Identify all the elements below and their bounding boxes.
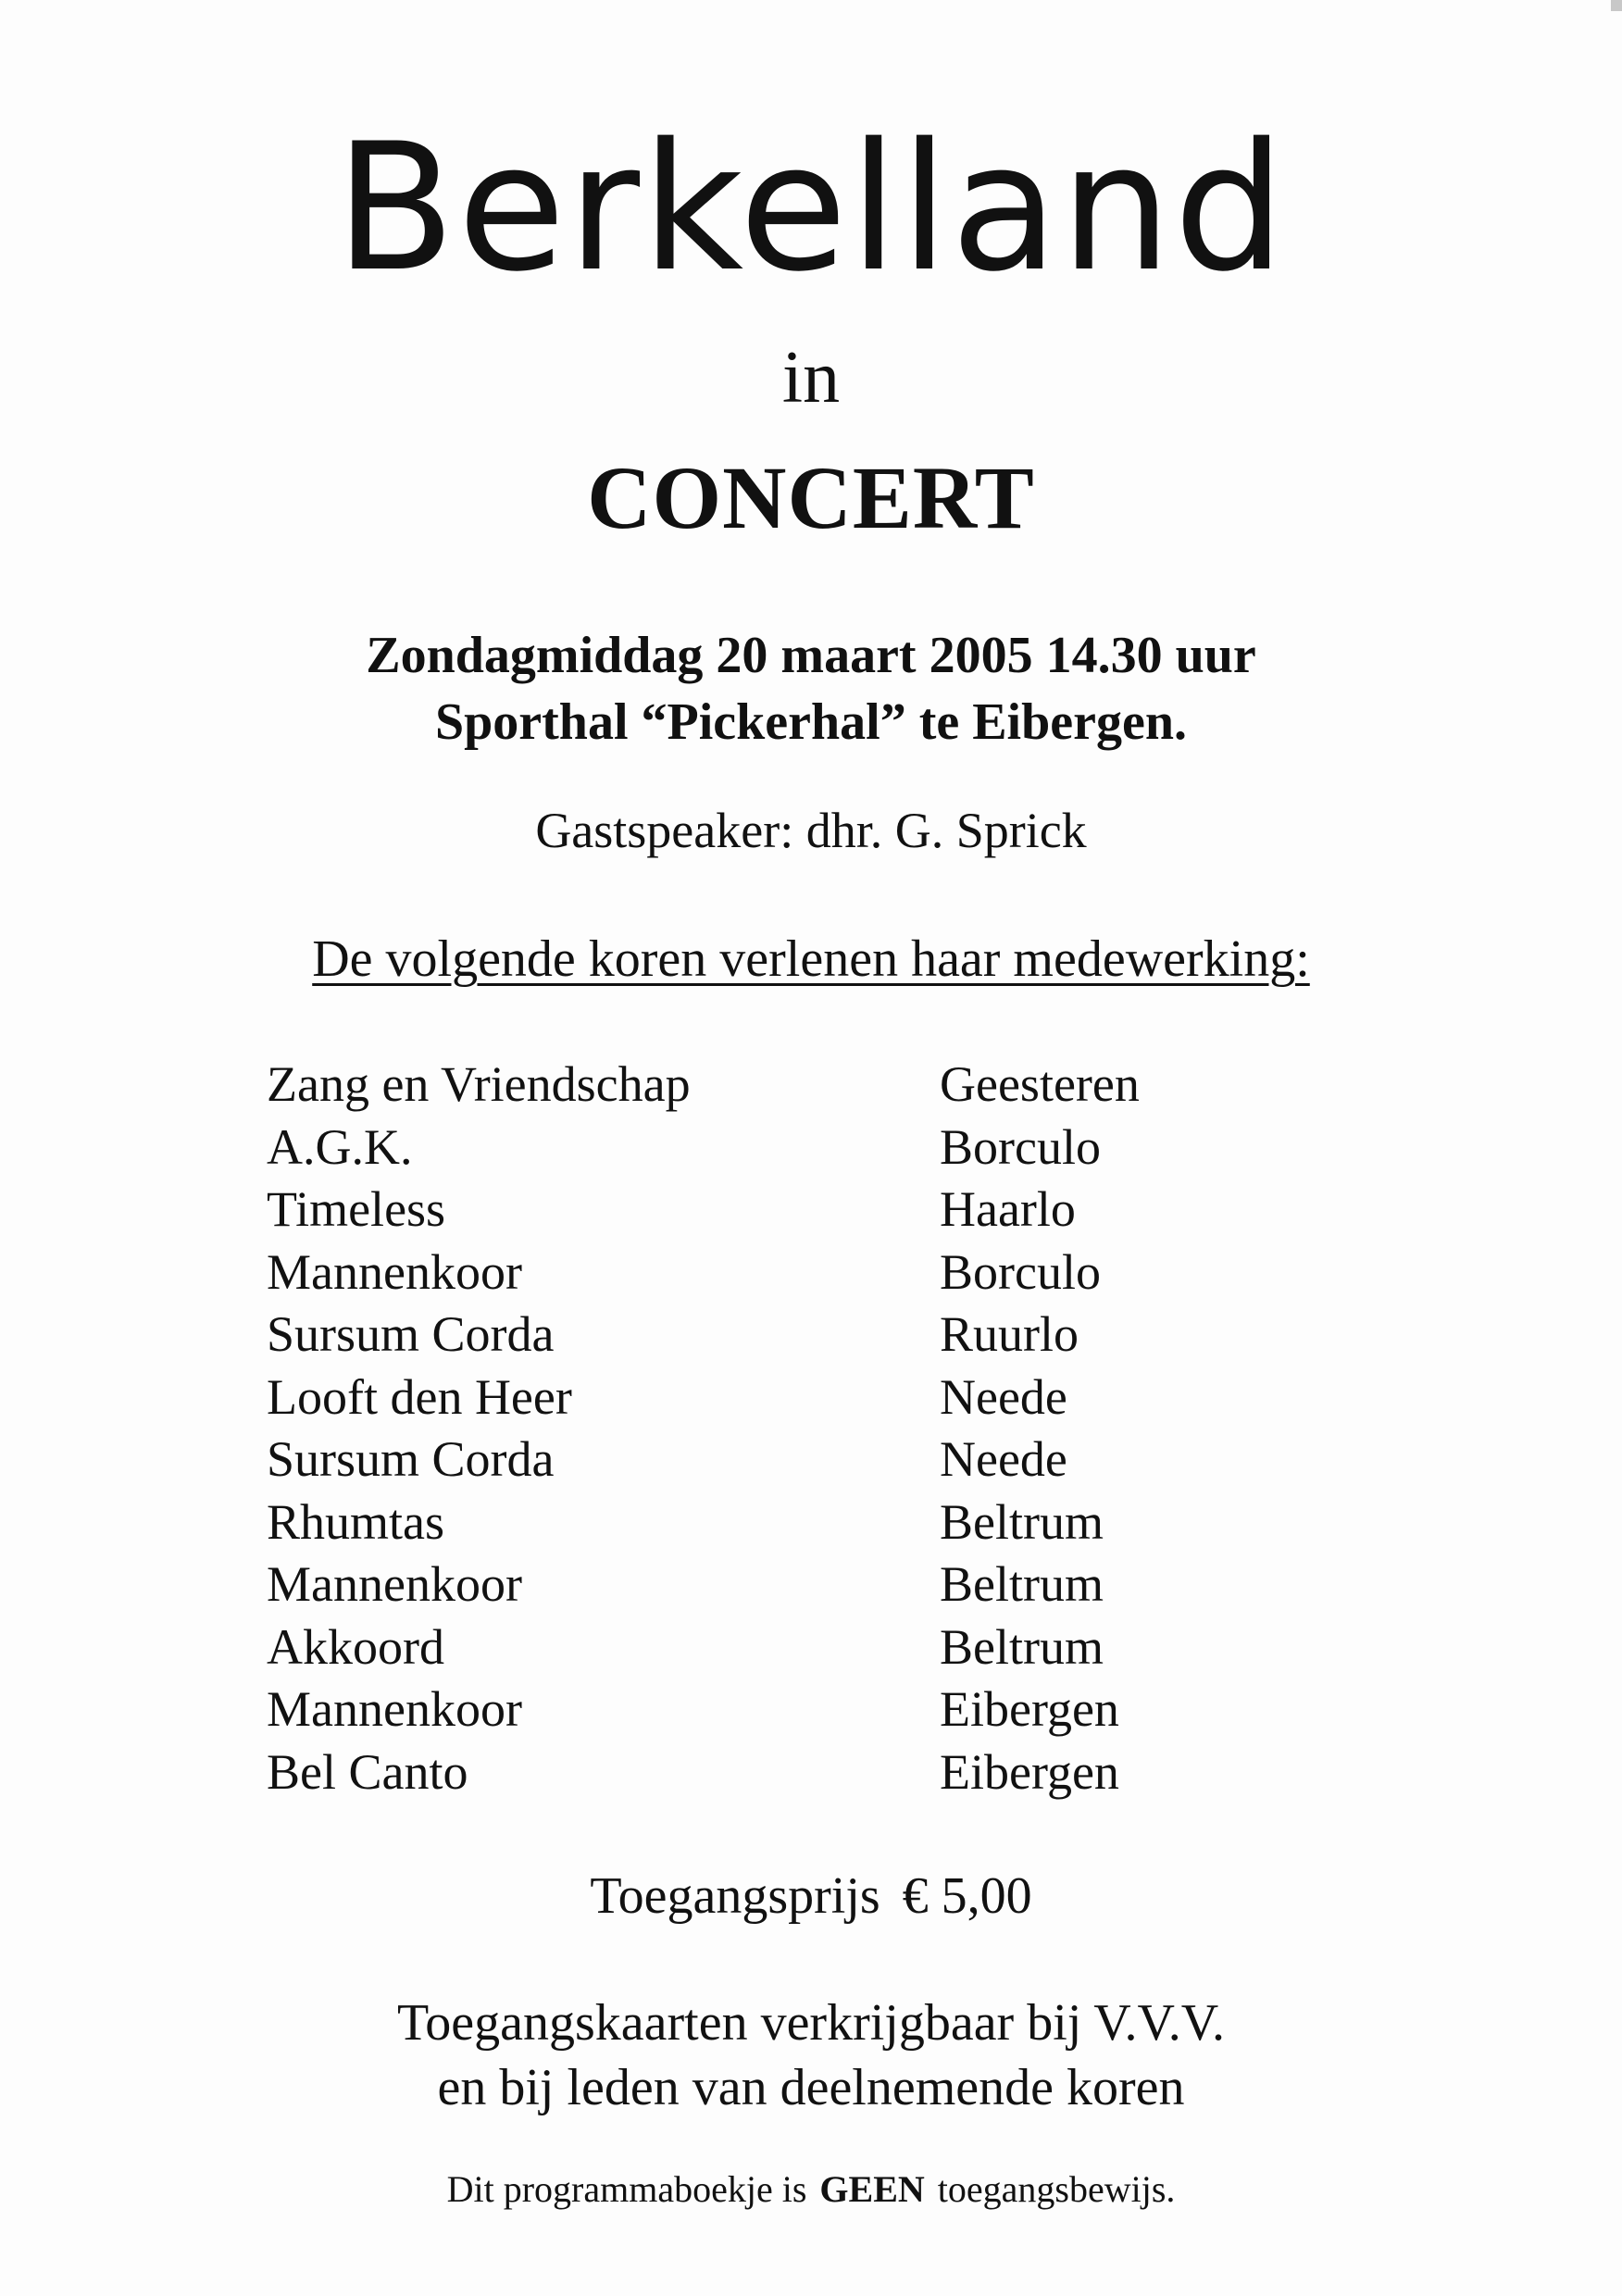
choir-name: Timeless bbox=[267, 1181, 446, 1237]
event-details bbox=[0, 622, 1622, 755]
choir-name: Rhumtas bbox=[267, 1493, 445, 1550]
ticket-info-line1: Toegangskaarten verkrijgbaar bij V.V.V. bbox=[397, 1994, 1225, 2052]
choir-town: Neede bbox=[940, 1368, 1067, 1425]
choir-town: Beltrum bbox=[940, 1556, 1104, 1612]
choir-name: Sursum Corda bbox=[267, 1306, 555, 1362]
choir-town: Ruurlo bbox=[940, 1306, 1079, 1362]
choir-name: Akkoord bbox=[267, 1618, 444, 1675]
choir-town: Haarlo bbox=[940, 1181, 1076, 1237]
choir-town: Beltrum bbox=[940, 1493, 1104, 1550]
notice-after: toegangsbewijs. bbox=[937, 2168, 1176, 2210]
choir-town: Geesteren bbox=[940, 1056, 1140, 1112]
guest-speaker: Gastspeaker: dhr. G. Sprick bbox=[535, 803, 1087, 858]
choir-name: A.G.K. bbox=[267, 1118, 413, 1175]
choir-list bbox=[267, 1054, 1285, 1803]
price-label: Toegangsprijs bbox=[590, 1867, 880, 1925]
ticket-info bbox=[0, 1990, 1622, 2120]
choir-row bbox=[267, 1117, 1285, 1179]
event-datetime: Zondagmiddag 20 maart 2005 14.30 uur bbox=[366, 627, 1256, 684]
title-connector: in bbox=[781, 337, 841, 418]
choir-row bbox=[267, 1616, 1285, 1679]
choir-town: Beltrum bbox=[940, 1618, 1104, 1675]
choir-row bbox=[267, 1678, 1285, 1741]
price-amount: € 5,00 bbox=[902, 1867, 1032, 1925]
choir-name: Bel Canto bbox=[267, 1743, 468, 1800]
choir-name: Mannenkoor bbox=[267, 1556, 522, 1612]
choir-town: Neede bbox=[940, 1431, 1067, 1487]
choir-row bbox=[267, 1741, 1285, 1804]
choir-name: Mannenkoor bbox=[267, 1681, 522, 1737]
scan-edge-mark bbox=[1611, 0, 1622, 11]
choir-row bbox=[267, 1054, 1285, 1117]
ticket-info-line2: en bij leden van deelnemende koren bbox=[437, 2059, 1185, 2116]
notice-emphasis: GEEN bbox=[819, 2168, 925, 2210]
choir-town: Borculo bbox=[940, 1243, 1101, 1300]
choirs-intro bbox=[0, 930, 1622, 988]
choir-town: Eibergen bbox=[940, 1743, 1119, 1800]
choir-town: Borculo bbox=[940, 1118, 1101, 1175]
choir-row bbox=[267, 1366, 1285, 1429]
choir-name: Sursum Corda bbox=[267, 1431, 555, 1487]
concert-heading: CONCERT bbox=[587, 448, 1035, 547]
choir-row bbox=[267, 1179, 1285, 1242]
choir-row bbox=[267, 1429, 1285, 1491]
flyer-title: Berkelland bbox=[334, 106, 1288, 310]
not-a-ticket-notice bbox=[0, 2168, 1622, 2210]
event-venue: Sporthal “Pickerhal” te Eibergen. bbox=[435, 693, 1187, 751]
choir-row bbox=[267, 1554, 1285, 1616]
admission-price bbox=[0, 1867, 1622, 1925]
choir-name: Looft den Heer bbox=[267, 1368, 572, 1425]
choir-row bbox=[267, 1491, 1285, 1554]
choir-row bbox=[267, 1242, 1285, 1304]
choir-name: Zang en Vriendschap bbox=[267, 1056, 691, 1112]
notice-before: Dit programmaboekje is bbox=[446, 2168, 807, 2210]
choirs-intro-text: De volgende koren verlenen haar medewerking: bbox=[312, 930, 1310, 988]
choir-name: Mannenkoor bbox=[267, 1243, 522, 1300]
choir-town: Eibergen bbox=[940, 1681, 1119, 1737]
choir-row bbox=[267, 1304, 1285, 1366]
